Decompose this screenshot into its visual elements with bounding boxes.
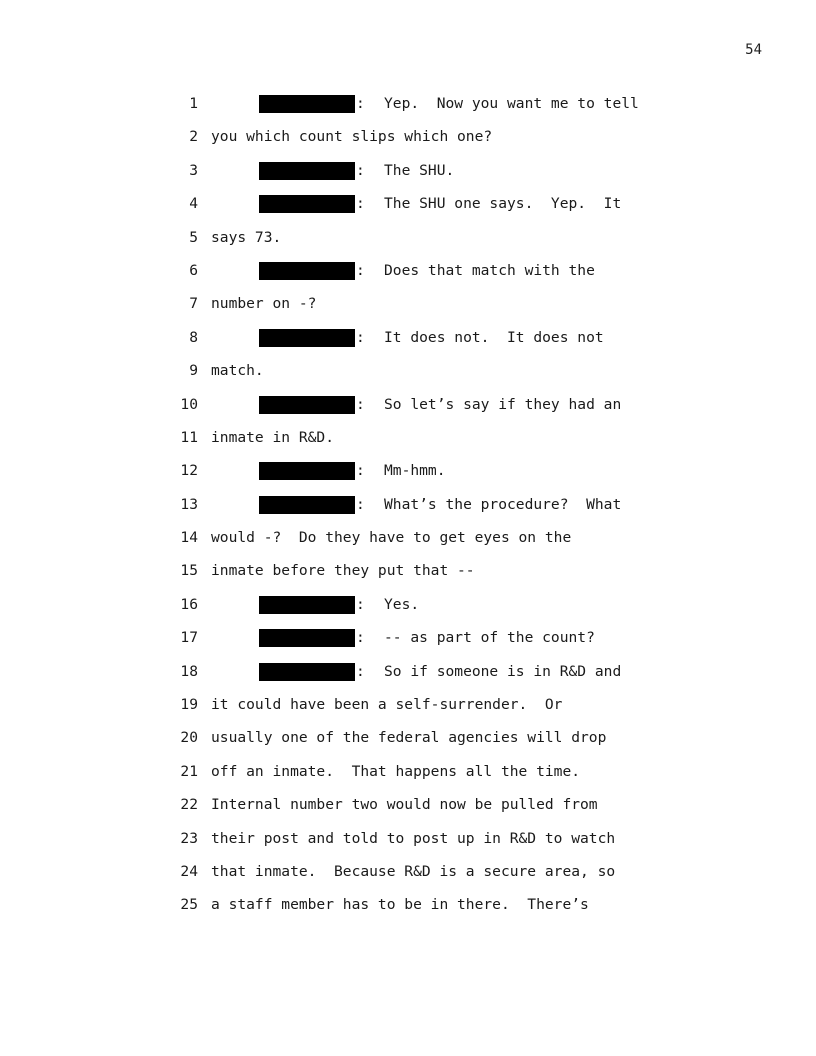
transcript-line [0,92,816,125]
page-number: 54 [745,42,762,58]
transcript-line [0,593,816,626]
speaker-colon: : [356,328,365,346]
line-text: Mm-hmm. [384,462,446,480]
speaker-colon: : [356,261,365,279]
line-number: 11 [180,428,198,446]
transcript-line [0,726,816,759]
redacted-speaker-name [259,396,355,414]
transcript-line [0,393,816,426]
line-text: So if someone is in R&D and [384,662,622,680]
transcript-line [0,559,816,592]
transcript-line [0,827,816,860]
speaker-colon: : [356,595,365,613]
speaker-colon: : [356,195,365,213]
transcript-line [0,359,816,392]
line-text: match. [211,362,264,380]
line-number: 18 [180,662,198,680]
transcript-body [0,92,816,927]
line-text: The SHU one says. Yep. It [384,195,622,213]
speaker-colon: : [356,395,365,413]
line-number: 4 [189,195,198,213]
line-number: 1 [189,95,198,112]
line-text: It does not. It does not [384,328,604,346]
transcript-line [0,125,816,158]
redacted-speaker-name [259,329,355,347]
transcript-line [0,426,816,459]
line-text: would -? Do they have to get eyes on the [211,529,572,547]
line-number: 8 [189,328,198,346]
line-text: usually one of the federal agencies will drop [211,729,607,747]
transcript-line [0,860,816,893]
line-text: their post and told to post up in R&D to watch [211,829,616,847]
line-text: inmate in R&D. [211,428,335,446]
line-number: 7 [189,295,198,313]
line-text: that inmate. Because R&D is a secure area, so [211,862,616,880]
line-text: The SHU. [384,161,455,179]
speaker-colon: : [356,95,365,112]
line-text: Yes. [384,595,420,613]
redacted-speaker-name [259,629,355,647]
transcript-line [0,326,816,359]
speaker-colon: : [356,462,365,480]
transcript-line [0,626,816,659]
redacted-speaker-name [259,262,355,280]
transcript-line [0,192,816,225]
redacted-speaker-name [259,496,355,514]
redacted-speaker-name [259,462,355,480]
speaker-colon: : [356,629,365,647]
line-number: 13 [180,495,198,513]
line-number: 5 [189,228,198,246]
line-text: number on -? [211,295,317,313]
redacted-speaker-name [259,596,355,614]
line-text: Does that match with the [384,261,595,279]
transcript-line [0,693,816,726]
line-text: it could have been a self-surrender. Or [211,696,563,714]
line-number: 15 [180,562,198,580]
transcript-line [0,793,816,826]
line-number: 19 [180,696,198,714]
transcript-line [0,660,816,693]
line-number: 21 [180,762,198,780]
line-number: 9 [189,362,198,380]
transcript-line [0,760,816,793]
transcript-line [0,259,816,292]
line-text: -- as part of the count? [384,629,595,647]
line-text: Yep. Now you want me to tell [384,95,639,112]
line-number: 23 [180,829,198,847]
line-text: you which count slips which one? [211,128,493,146]
transcript-line [0,292,816,325]
line-number: 20 [180,729,198,747]
line-number: 10 [180,395,198,413]
redacted-speaker-name [259,195,355,213]
line-text: says 73. [211,228,282,246]
redacted-speaker-name [259,95,355,113]
line-number: 12 [180,462,198,480]
speaker-colon: : [356,495,365,513]
transcript-line [0,159,816,192]
line-number: 16 [180,595,198,613]
line-text: off an inmate. That happens all the time. [211,762,581,780]
line-number: 14 [180,529,198,547]
transcript-line [0,526,816,559]
line-text: What’s the procedure? What [384,495,622,513]
speaker-colon: : [356,161,365,179]
line-number: 17 [180,629,198,647]
line-number: 24 [180,862,198,880]
line-number: 6 [189,261,198,279]
speaker-colon: : [356,662,365,680]
transcript-line [0,459,816,492]
line-text: a staff member has to be in there. There’s [211,896,589,914]
line-number: 22 [180,796,198,814]
line-number: 3 [189,161,198,179]
line-number: 2 [189,128,198,146]
redacted-speaker-name [259,663,355,681]
line-text: So let’s say if they had an [384,395,622,413]
line-text: inmate before they put that -- [211,562,475,580]
transcript-line [0,226,816,259]
redacted-speaker-name [259,162,355,180]
transcript-line [0,493,816,526]
line-number: 25 [180,896,198,914]
transcript-line [0,893,816,926]
line-text: Internal number two would now be pulled from [211,796,598,814]
